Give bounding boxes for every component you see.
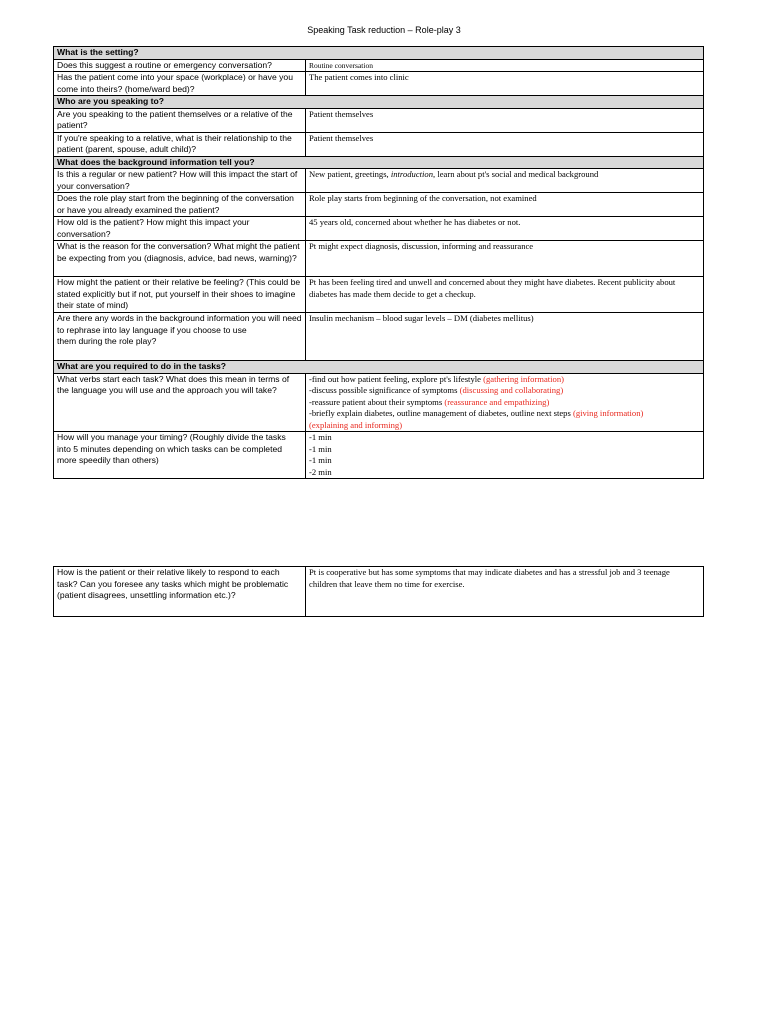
table-row <box>54 132 704 156</box>
question-cell: What verbs start each task? What does this mean in terms of the language you will use and the approach you will take? <box>54 373 306 432</box>
task-tag: (reassurance and empathizing) <box>444 396 550 407</box>
answer-cell: Patient themselves <box>306 108 704 132</box>
question-cell: What is the reason for the conversation? What might the patient be expecting from you (diagnosis, advice, bad news, warning)? <box>54 241 306 277</box>
question-cell: How will you manage your timing? (Roughly divide the tasks into 5 minutes depending on which tasks can be completed more speedily than others) <box>54 432 306 479</box>
task-tag: (giving information) <box>572 408 644 418</box>
question-cell: Has the patient come into your space (workplace) or have you come into theirs? (home/ward bed)? <box>54 72 306 96</box>
task-tag: (discussing and collaborating) <box>459 385 564 395</box>
table-row <box>54 72 704 96</box>
answer-cell <box>306 373 704 432</box>
table-row <box>54 108 704 132</box>
question-cell: How old is the patient? How might this impact your conversation? <box>54 217 306 241</box>
answer-cell: 45 years old, concerned about whether he has diabetes or not. <box>306 217 704 241</box>
question-cell: Is this a regular or new patient? How will this impact the start of your conversation? <box>54 169 306 193</box>
table-row <box>54 313 704 361</box>
question-cell: How is the patient or their relative likely to respond to each task? Can you foresee any tasks which might be problematic (patient disagrees, unsettling information etc.)? <box>54 567 306 617</box>
task-line: -briefly explain diabetes, outline management of diabetes, outline next steps (giving information) <box>309 408 644 418</box>
task-tag: (gathering information) <box>483 373 565 384</box>
timing-item: -2 min <box>309 466 332 477</box>
answer-cell: The patient comes into clinic <box>306 72 704 96</box>
question-text: Are there any words in the background information you will need to rephrase into lay language if you choose to use <box>57 313 302 335</box>
table-row <box>54 169 704 193</box>
question-text: them during the role play? <box>57 336 157 346</box>
answer-cell: Insulin mechanism – blood sugar levels – DM (diabetes mellitus) <box>306 313 704 361</box>
timing-item: -1 min <box>309 443 332 454</box>
answer-cell: Routine conversation <box>306 59 704 72</box>
table-row <box>54 567 704 617</box>
question-cell: Does the role play start from the beginning of the conversation or have you already examined the patient? <box>54 193 306 217</box>
table-row <box>54 193 704 217</box>
task-line: -find out how patient feeling, explore pt's lifestyle (gathering information) <box>309 373 565 384</box>
task-tag: (explaining and informing) <box>309 419 403 430</box>
table-row <box>54 59 704 72</box>
table-row <box>54 241 704 277</box>
answer-cell: Pt has been feeling tired and unwell and concerned about they might have diabetes. Recent publicity about diabetes has made them decide to get a checkup. <box>306 277 704 313</box>
question-cell: Are you speaking to the patient themselves or a relative of the patient? <box>54 108 306 132</box>
question-cell <box>54 313 306 361</box>
answer-cell: Patient themselves <box>306 132 704 156</box>
response-table <box>53 566 704 617</box>
question-cell: Does this suggest a routine or emergency conversation? <box>54 59 306 72</box>
question-cell: How might the patient or their relative be feeling? (This could be stated explicitly but if not, put yourself in their shoes to imagine their state of mind) <box>54 277 306 313</box>
table-row <box>54 373 704 432</box>
table-row <box>54 217 704 241</box>
task-line: -reassure patient about their symptoms (reassurance and empathizing) <box>309 396 550 407</box>
role-play-table <box>53 46 704 479</box>
section-background <box>54 156 704 169</box>
document-title: Speaking Task reduction – Role-play 3 <box>307 25 461 35</box>
answer-text: , learn about pt's social and medical background <box>433 169 599 179</box>
timing-item: -1 min <box>309 455 332 465</box>
answer-cell <box>306 169 704 193</box>
section-tasks <box>54 361 704 374</box>
table-row <box>54 432 704 479</box>
timing-item: -1 min <box>309 432 332 442</box>
answer-cell: Pt is cooperative but has some symptoms that may indicate diabetes and has a stressful job and 3 teenage children that leave them no time for exercise. <box>306 567 704 617</box>
answer-cell: Pt might expect diagnosis, discussion, informing and reassurance <box>306 241 704 277</box>
section-heading: What does the background information tell you? <box>54 156 704 169</box>
section-heading: What is the setting? <box>54 47 704 60</box>
answer-cell <box>306 432 704 479</box>
section-heading: What are you required to do in the tasks? <box>54 361 704 374</box>
question-cell: If you're speaking to a relative, what is their relationship to the patient (parent, spouse, adult child)? <box>54 132 306 156</box>
section-speaking-to <box>54 96 704 109</box>
answer-cell: Role play starts from beginning of the conversation, not examined <box>306 193 704 217</box>
section-setting <box>54 47 704 60</box>
task-line: -discuss possible significance of symptoms (discussing and collaborating) <box>309 385 564 395</box>
section-heading: Who are you speaking to? <box>54 96 704 109</box>
answer-emphasis: introduction <box>390 169 434 179</box>
answer-text: New patient, greetings, <box>309 169 391 179</box>
table-row <box>54 277 704 313</box>
